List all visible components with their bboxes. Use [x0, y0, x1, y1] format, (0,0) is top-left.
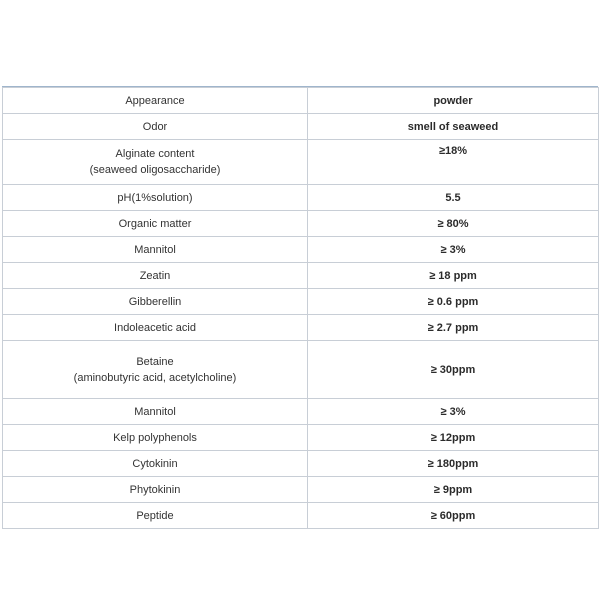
property-cell: [3, 185, 308, 211]
table-row: [3, 263, 599, 289]
value-cell: ≥ 3%: [308, 399, 599, 425]
property-label: Peptide: [136, 509, 174, 522]
property-cell: [3, 88, 308, 114]
value-cell: ≥18%: [308, 140, 599, 185]
value-cell: powder: [308, 88, 599, 114]
property-cell: [3, 315, 308, 341]
value-cell: ≥ 0.6 ppm: [308, 289, 599, 315]
property-cell: [3, 140, 308, 185]
property-sublabel: (aminobutyric acid, acetylcholine): [73, 371, 237, 384]
property-label: Cytokinin: [132, 457, 178, 470]
table-row: [3, 185, 599, 211]
value-cell: 5.5: [308, 185, 599, 211]
table-row: [3, 211, 599, 237]
property-label: Kelp polyphenols: [113, 431, 197, 444]
specification-table: [2, 87, 599, 529]
value-cell: ≥ 80%: [308, 211, 599, 237]
property-label: Zeatin: [139, 269, 171, 282]
value-cell: ≥ 60ppm: [308, 503, 599, 529]
table-row: [3, 140, 599, 185]
table-row: [3, 237, 599, 263]
property-cell: [3, 263, 308, 289]
property-cell: [3, 425, 308, 451]
property-label: Organic matter: [118, 217, 192, 230]
value-cell: ≥ 9ppm: [308, 477, 599, 503]
property-label: Appearance: [125, 94, 185, 107]
value-cell: ≥ 180ppm: [308, 451, 599, 477]
table-row: [3, 477, 599, 503]
specification-table-body: [3, 88, 599, 529]
property-cell: [3, 399, 308, 425]
property-label: Betaine: [136, 355, 174, 368]
table-row: [3, 315, 599, 341]
property-label: pH(1%solution): [117, 191, 193, 204]
property-cell: [3, 451, 308, 477]
table-row: [3, 88, 599, 114]
table-row: [3, 425, 599, 451]
property-label: Mannitol: [134, 243, 176, 256]
property-label: Indoleacetic acid: [114, 321, 196, 334]
property-cell: [3, 289, 308, 315]
value-cell: ≥ 3%: [308, 237, 599, 263]
value-cell: smell of seaweed: [308, 114, 599, 140]
table-row: [3, 451, 599, 477]
property-cell: [3, 477, 308, 503]
value-cell: ≥ 18 ppm: [308, 263, 599, 289]
value-cell: ≥ 12ppm: [308, 425, 599, 451]
property-cell: [3, 341, 308, 399]
property-label: Alginate content: [115, 148, 195, 160]
property-label: Phytokinin: [129, 483, 181, 496]
table-row: [3, 114, 599, 140]
property-label: Gibberellin: [128, 295, 182, 308]
property-cell: [3, 503, 308, 529]
property-cell: [3, 237, 308, 263]
value-cell: ≥ 2.7 ppm: [308, 315, 599, 341]
property-cell: [3, 114, 308, 140]
property-sublabel: (seaweed oligosaccharide): [89, 164, 221, 176]
table-row: [3, 289, 599, 315]
property-label: Odor: [142, 120, 168, 133]
property-label: Mannitol: [134, 405, 176, 418]
table-row: [3, 503, 599, 529]
table-row: [3, 341, 599, 399]
table-row: [3, 399, 599, 425]
property-cell: [3, 211, 308, 237]
value-cell: ≥ 30ppm: [308, 341, 599, 399]
